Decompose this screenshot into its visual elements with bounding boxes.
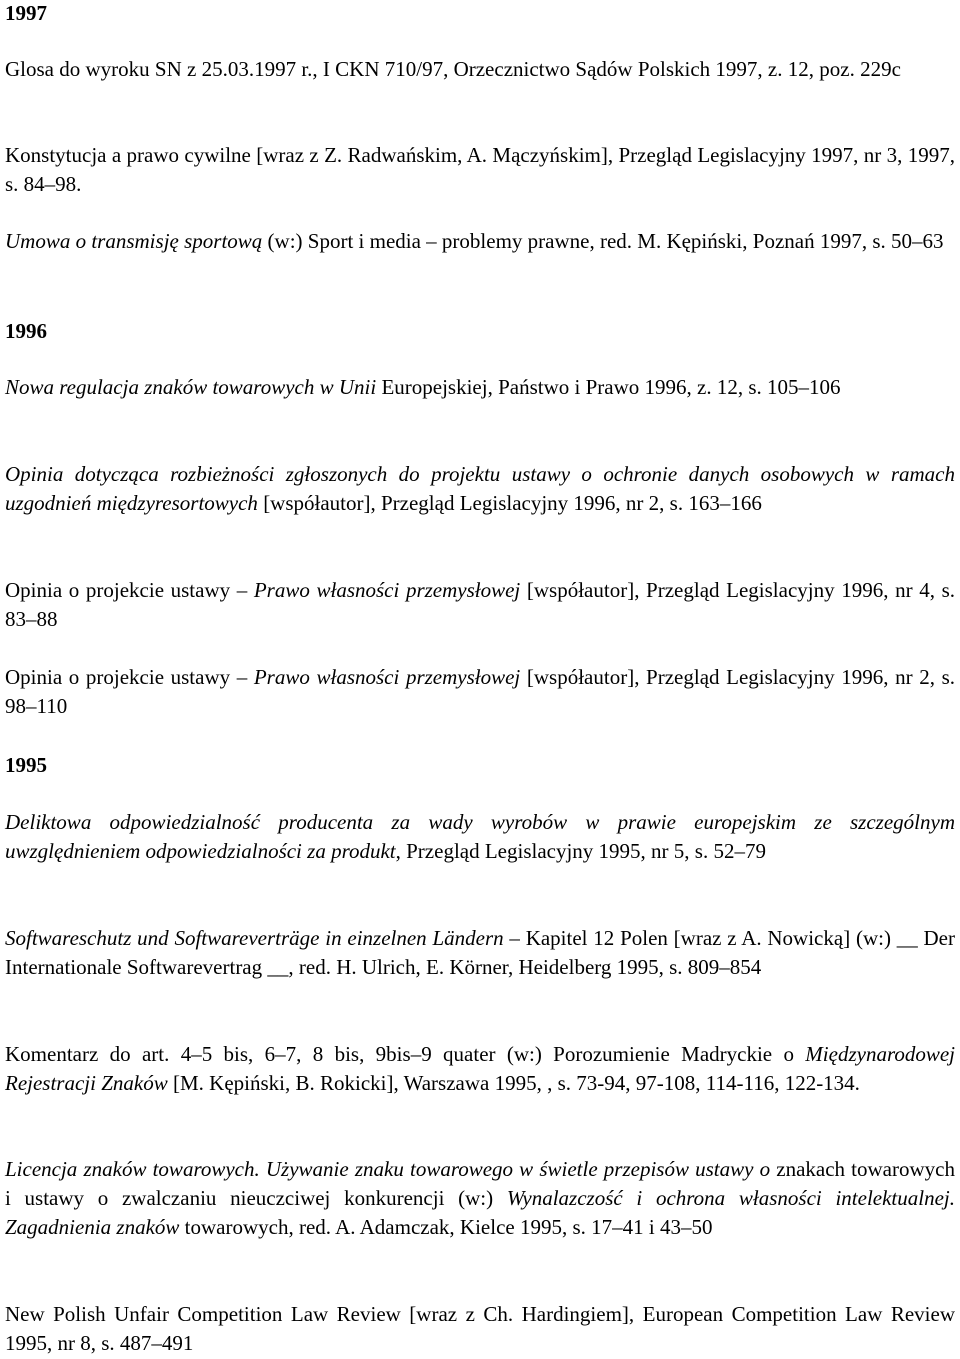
entry-text: [M. Kępiński, B. Rokicki], Warszawa 1995, , s. 73-94, 97-108, 114-116, 122-134. xyxy=(167,1070,860,1095)
entry-title-italic: Wynalazczość i ochrona własności intelektualnej. Zagadnienia znaków xyxy=(5,1185,955,1239)
entry-text: New Polish Unfair Competition Law Review [wraz z Ch. Hardingiem], European Competition Law Review 1995, nr 8, s. 487–491 xyxy=(5,1302,955,1355)
entry-text: [współautor], Przegląd Legislacyjny 1996, nr 4, s. 83–88 xyxy=(5,578,955,631)
entry-title-italic: Prawo własności przemysłowej xyxy=(253,578,521,602)
bibliography-entry xyxy=(5,227,955,256)
entry-title-italic: Międzynarodowej Rejestracji Znaków xyxy=(5,1042,955,1095)
bibliography-entry xyxy=(5,141,955,199)
entry-text: – Kapitel 12 Polen [wraz z A. Nowicką] (w:) __ Der Internationale Softwarevertrag __, red. H. Ulrich, E. Körner, Heidelberg 1995, s. 809–854 xyxy=(5,926,955,979)
entry-text: Opinia o projekcie ustawy – xyxy=(5,578,254,602)
bibliography-entry xyxy=(5,808,955,866)
bibliography-entry xyxy=(5,373,955,402)
bibliography-entry xyxy=(5,576,955,634)
entry-text: (w:) Sport i media – problemy prawne, red. M. Kępiński, Poznań 1997, s. 50–63 xyxy=(262,229,944,253)
year-heading-1995: 1995 xyxy=(5,753,47,777)
bibliography-entry xyxy=(5,1155,955,1241)
bibliography-entry xyxy=(5,663,955,721)
entry-title-italic: Prawo własności przemysłowej xyxy=(253,665,521,689)
entry-text: Opinia o projekcie ustawy – xyxy=(5,665,254,689)
entry-text: [współautor], Przegląd Legislacyjny 1996, nr 2, s. 163–166 xyxy=(257,490,762,515)
entry-text: Glosa do wyroku SN z 25.03.1997 r., I CKN 710/97, Orzecznictwo Sądów Polskich 1997, z. 12, poz. 229c xyxy=(5,57,901,81)
year-heading-1997: 1997 xyxy=(5,1,47,25)
entry-text: , Przegląd Legislacyjny 1995, nr 5, s. 52–79 xyxy=(395,838,766,863)
entry-title-italic: Nowa regulacja znaków towarowych w Unii xyxy=(5,375,377,399)
entry-text: [współautor], Przegląd Legislacyjny 1996, nr 2, s. 98–110 xyxy=(5,665,955,718)
entry-text: Konstytucja a prawo cywilne [wraz z Z. Radwańskim, A. Mączyńskim], Przegląd Legislacyjny 1997, nr 3, 1997, s. 84–98. xyxy=(5,143,955,196)
bibliography-entry xyxy=(5,460,955,518)
entry-text: Komentarz do art. 4–5 bis, 6–7, 8 bis, 9bis–9 quater (w:) Porozumienie Madryckie o xyxy=(5,1042,806,1066)
entry-title-italic: Softwareschutz und Softwareverträge in einzelnen Ländern xyxy=(5,926,504,950)
bibliography-entry xyxy=(5,55,955,84)
bibliography-entry xyxy=(5,924,955,982)
entry-text: towarowych, red. A. Adamczak, Kielce 1995, s. 17–41 i 43–50 xyxy=(179,1214,713,1239)
entry-title-italic: Licencja znaków towarowych. Używanie znaku towarowego w świetle przepisów ustawy o xyxy=(5,1157,771,1181)
bibliography-entry xyxy=(5,1040,955,1098)
entry-text: Europejskiej, Państwo i Prawo 1996, z. 12, s. 105–106 xyxy=(376,375,841,399)
year-heading-1996: 1996 xyxy=(5,319,47,343)
entry-title-italic: Umowa o transmisję sportową xyxy=(5,229,263,253)
entry-title-italic: Opinia dotycząca rozbieżności zgłoszonych do projektu ustawy o ochronie danych osobowych w ramach uzgodnień międzyresortowych xyxy=(5,462,955,515)
bibliography-entry xyxy=(5,1300,955,1358)
entry-text: znakach towarowych i ustawy o zwalczaniu nieuczciwej konkurencji (w:) xyxy=(5,1157,955,1210)
entry-title-italic: Deliktowa odpowiedzialność producenta za wady wyrobów w prawie europejskim ze szczególnym uwzględnieniem odpowiedzialności za produkt xyxy=(5,810,955,863)
